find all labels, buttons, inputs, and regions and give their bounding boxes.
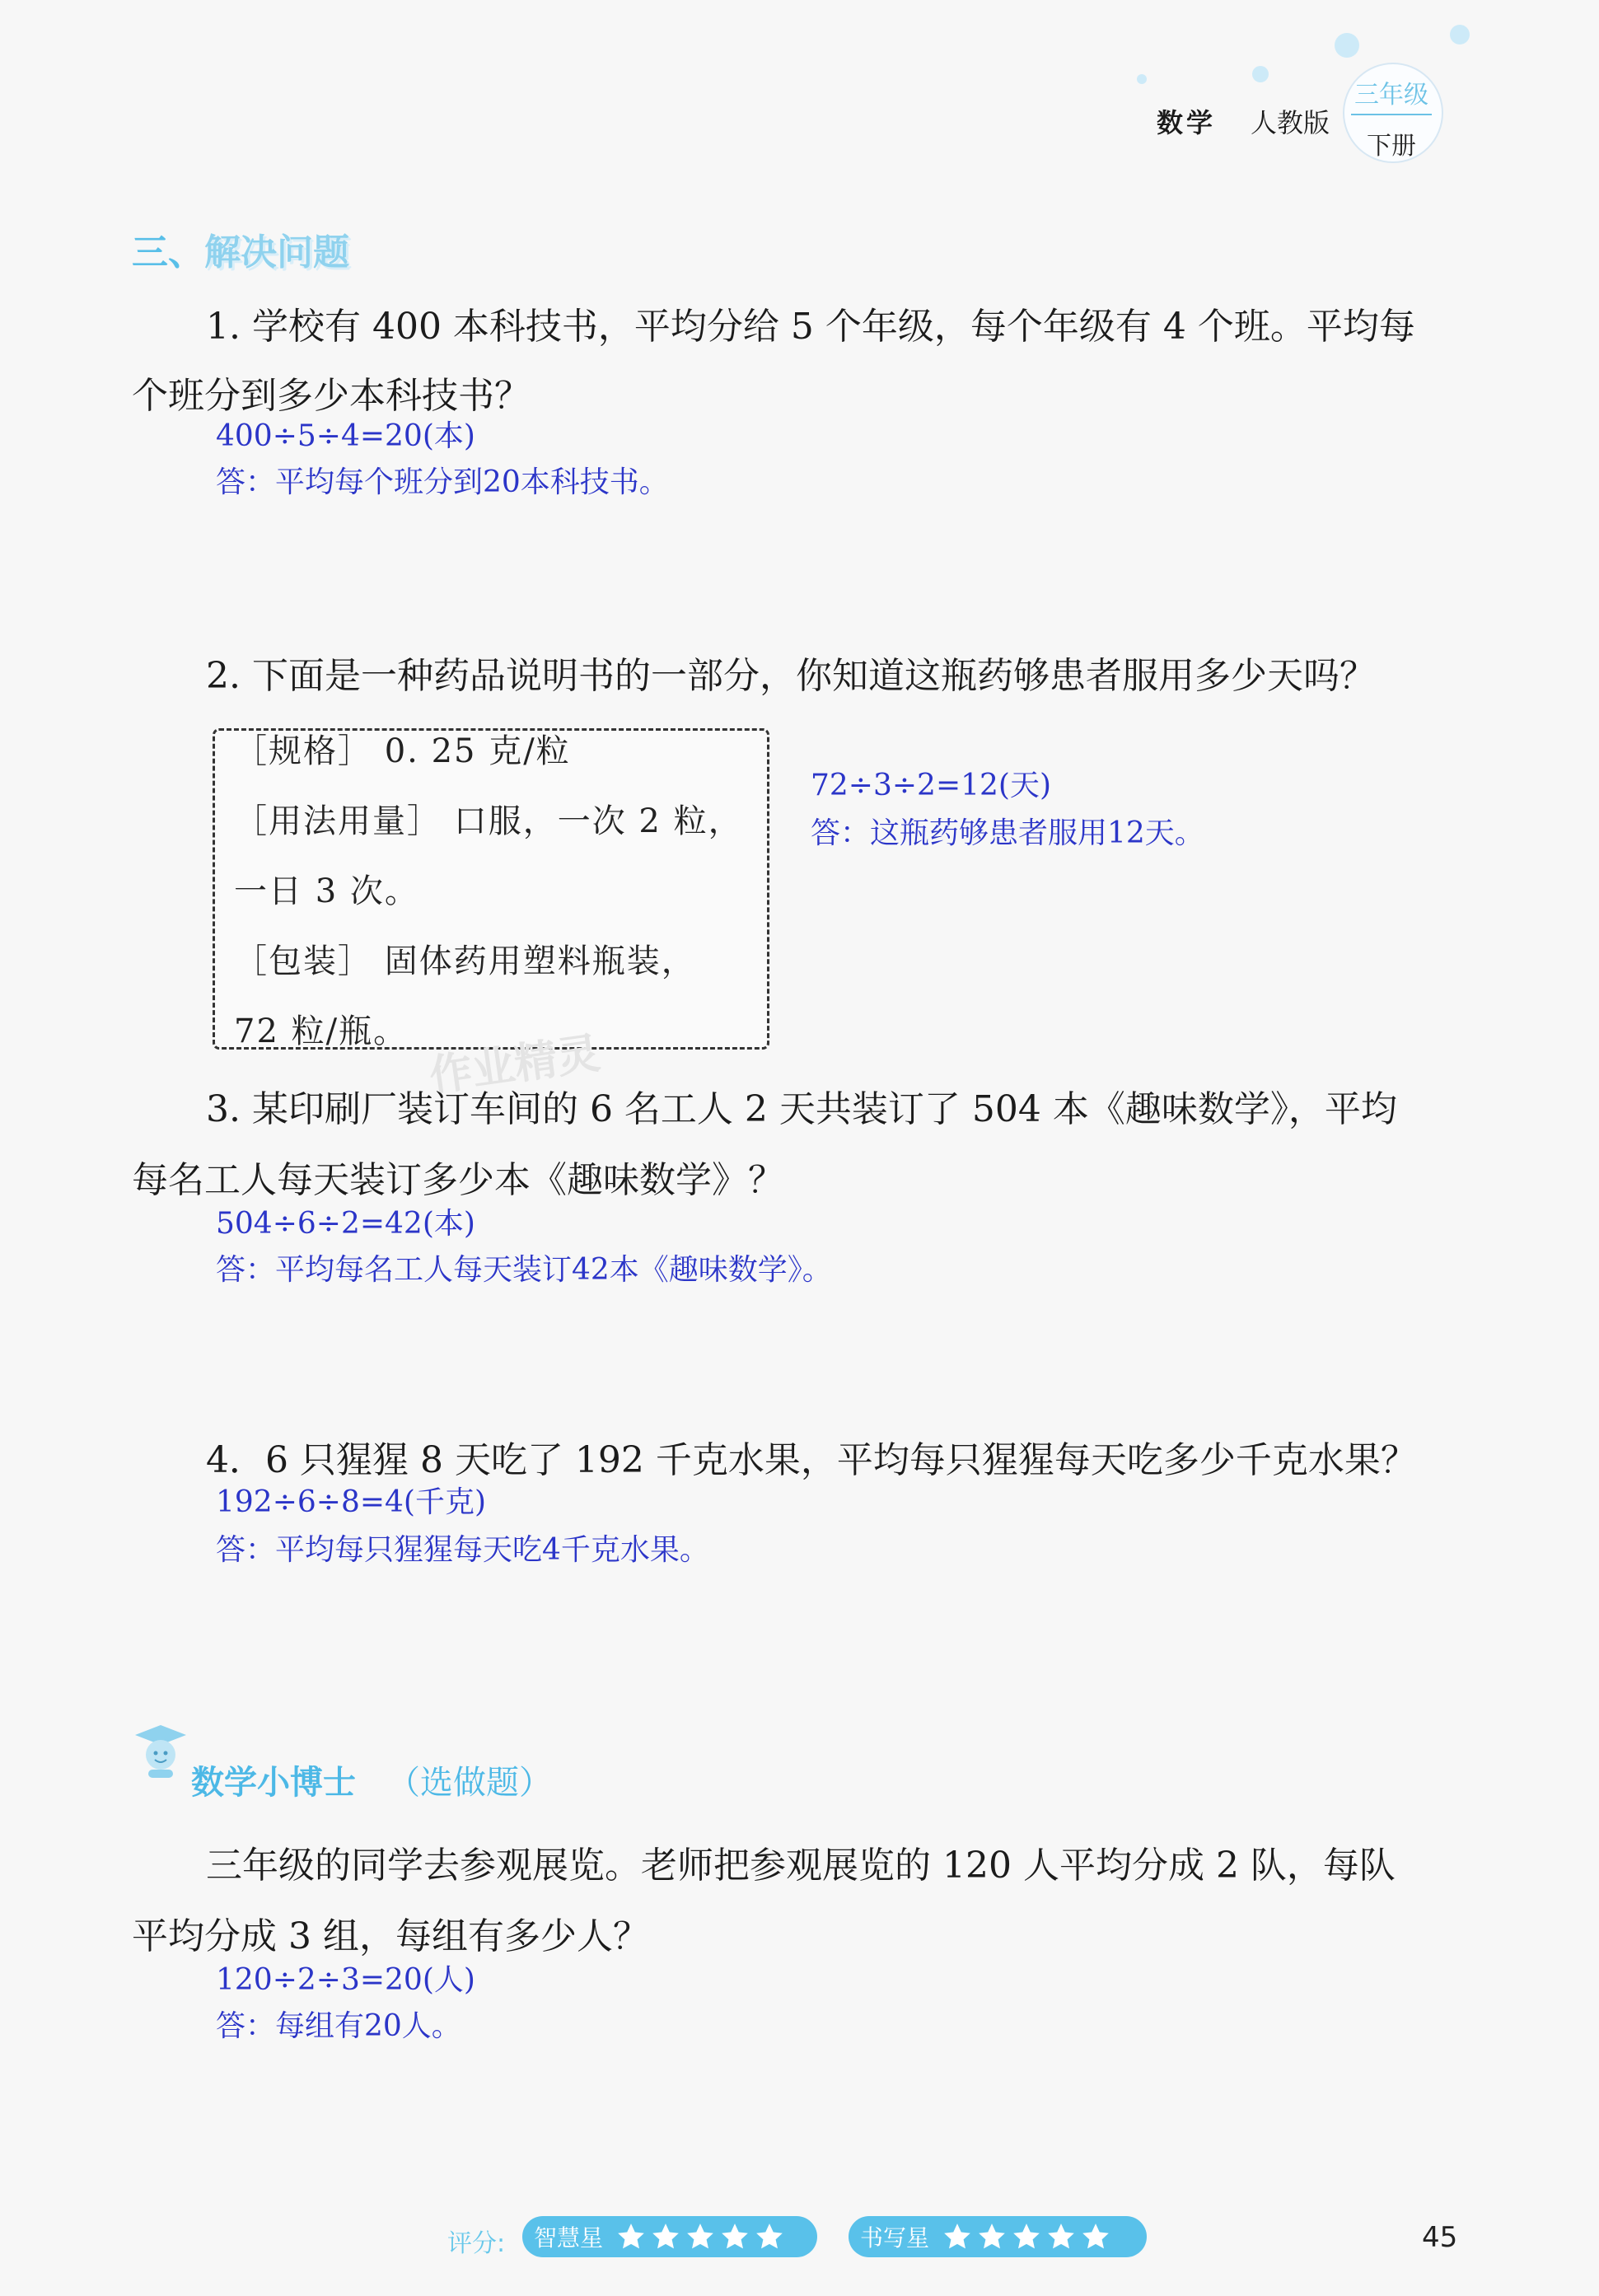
question-4-answer: 答：平均每只猩猩每天吃4千克水果。 bbox=[216, 1533, 709, 1567]
bonus-optional-label: （选做题） bbox=[387, 1764, 552, 1802]
question-4-line-1: 4．6 只猩猩 8 天吃了 192 千克水果，平均每只猩猩每天吃多少千克水果？ bbox=[206, 1439, 1417, 1481]
question-3-formula: 504÷6÷2=42(本) bbox=[216, 1207, 475, 1241]
bonus-question-line-1: 三年级的同学去参观展览。老师把参观展览的 120 人平均分成 2 队，每队 bbox=[206, 1845, 1396, 1887]
question-3-line-2: 每名工人每天装订多少本《趣味数学》？ bbox=[132, 1159, 784, 1201]
question-1-line-1: 1. 学校有 400 本科技书，平均分给 5 个年级，每个年级有 4 个班。平均每 bbox=[206, 306, 1415, 348]
spec-line: ［用法用量］ 口服，一次 2 粒， bbox=[234, 802, 743, 840]
question-1-answer: 答：平均每个班分到20本科技书。 bbox=[216, 465, 669, 499]
section-heading bbox=[132, 222, 349, 275]
spec-line: ［规格］ 0. 25 克/粒 bbox=[234, 732, 571, 770]
wisdom-star-label: 智慧星 bbox=[534, 2224, 604, 2252]
star-icon[interactable] bbox=[615, 2221, 648, 2252]
section-number: 三、 bbox=[132, 231, 204, 274]
sparkle-icon bbox=[1450, 25, 1470, 44]
star-icon[interactable] bbox=[975, 2221, 1008, 2252]
wisdom-star-rating[interactable] bbox=[522, 2216, 817, 2257]
edition-label: 人教版 bbox=[1251, 107, 1330, 138]
section-title: 解决问题 bbox=[204, 231, 349, 274]
star-icon[interactable] bbox=[1010, 2221, 1043, 2252]
question-1-formula: 400÷5÷4=20(本) bbox=[216, 419, 475, 453]
grade-label: 三年级 bbox=[1351, 74, 1432, 115]
volume-label: 下册 bbox=[1367, 132, 1416, 161]
question-3-answer: 答：平均每名工人每天装订42本《趣味数学》。 bbox=[216, 1253, 832, 1287]
question-4-formula: 192÷6÷8=4(千克) bbox=[216, 1485, 487, 1519]
writing-star-rating[interactable] bbox=[849, 2216, 1147, 2257]
question-2-line-1: 2. 下面是一种药品说明书的一部分，你知道这瓶药够患者服用多少天吗？ bbox=[206, 655, 1376, 697]
scholar-kid-icon bbox=[132, 1722, 189, 1779]
sparkle-icon bbox=[1137, 74, 1147, 84]
star-icon[interactable] bbox=[1079, 2221, 1112, 2252]
star-icon[interactable] bbox=[753, 2221, 786, 2252]
bonus-formula: 120÷2÷3=20(人) bbox=[216, 1963, 475, 1997]
bonus-answer: 答：每组有20人。 bbox=[216, 2009, 461, 2043]
star-icon[interactable] bbox=[1045, 2221, 1078, 2252]
bonus-question-line-2: 平均分成 3 组，每组有多少人？ bbox=[132, 1915, 649, 1957]
writing-star-label: 书写星 bbox=[860, 2224, 930, 2252]
score-label: 评分: bbox=[447, 2229, 506, 2258]
sparkle-icon bbox=[1335, 33, 1359, 58]
subject-label: 数学 bbox=[1157, 107, 1217, 138]
star-icon[interactable] bbox=[718, 2221, 751, 2252]
sparkle-icon bbox=[1252, 66, 1269, 82]
spec-line: 72 粒/瓶。 bbox=[234, 1012, 409, 1050]
star-icon[interactable] bbox=[684, 2221, 717, 2252]
writing-stars bbox=[941, 2221, 1114, 2252]
wisdom-stars bbox=[615, 2221, 788, 2252]
question-3-line-1: 3. 某印刷厂装订车间的 6 名工人 2 天共装订了 504 本《趣味数学》，平均 bbox=[206, 1088, 1397, 1130]
question-1-line-2: 个班分到多少本科技书？ bbox=[132, 375, 531, 417]
star-icon[interactable] bbox=[941, 2221, 974, 2252]
spec-line: ［包装］ 固体药用塑料瓶装， bbox=[234, 942, 696, 980]
question-2-formula: 72÷3÷2=12(天) bbox=[811, 769, 1052, 802]
spec-line: 一日 3 次。 bbox=[234, 872, 419, 910]
watermark: 作业精灵 bbox=[426, 1028, 603, 1102]
bonus-title: 数学小博士 bbox=[191, 1764, 356, 1802]
page-number: 45 bbox=[1422, 2221, 1458, 2254]
question-2-answer: 答：这瓶药够患者服用12天。 bbox=[811, 816, 1204, 850]
star-icon[interactable] bbox=[649, 2221, 682, 2252]
